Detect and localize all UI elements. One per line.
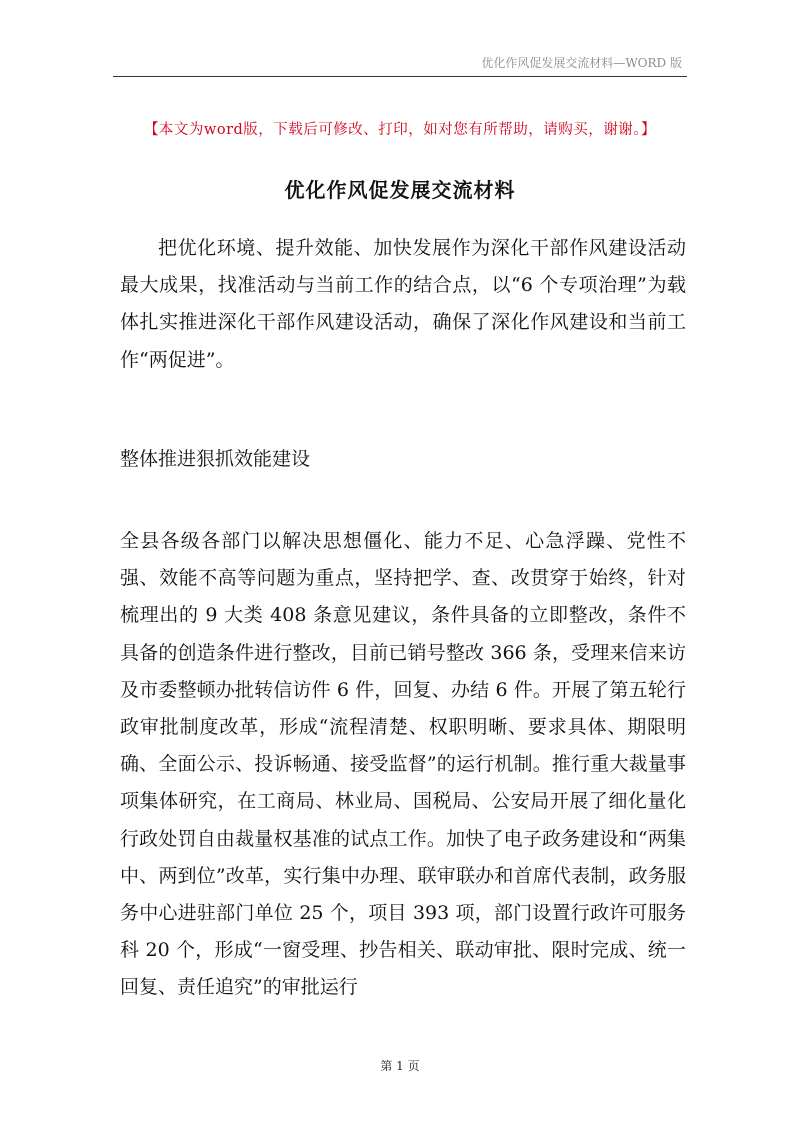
page-number: 第 1 页 <box>380 1059 420 1073</box>
document-title: 优化作风促发展交流材料 <box>284 178 516 202</box>
header-divider <box>113 76 687 77</box>
intro-paragraph: 把优化环境、提升效能、加快发展作为深化干部作风建设活动最大成果，找准活动与当前工作的结合点，以“6 个专项治理”为载体扎实推进深化干部作风建设活动，确保了深化作风建设和当前工作“两促进”。 <box>120 237 686 371</box>
body-paragraph: 全县各级各部门以解决思想僵化、能力不足、心急浮躁、党性不强、效能不高等问题为重点，坚持把学、查、改贯穿于始终，针对梳理出的 9 大类 408 条意见建议，条件具备的立即整改，条件不具备的创造条件进行整改，目前已销号整改 366 条，受理来信来访及市委整顿办批转信访件 6 件，回复、办结 6 件。开展了第五轮行政审批制度改革，形成“流程清楚、权职明晰、要求具体、期限明确、全面公示、投诉畅通、接受监督”的运行机制。推行重大裁量事项集体研究，在工商局、林业局、国税局、公安局开展了细化量化行政处罚自由裁量权基准的试点工作。加快了电子政务建设和“两集中、两到位”改革，实行集中办理、联审联办和首席代表制，政务服务中心进驻部门单位 25 个，项目 393 项，部门设置行政许可服务科 20 个，形成“一窗受理、抄告相关、联动审批、限时完成、统一回复、责任追究”的审批运行 <box>120 530 686 999</box>
running-header: 优化作风促发展交流材料—WORD 版 <box>481 56 682 70</box>
section-heading: 整体推进狠抓效能建设 <box>120 448 311 470</box>
download-notice: 【本文为word版，下载后可修改、打印，如对您有所帮助，请购买，谢谢。】 <box>143 122 657 138</box>
